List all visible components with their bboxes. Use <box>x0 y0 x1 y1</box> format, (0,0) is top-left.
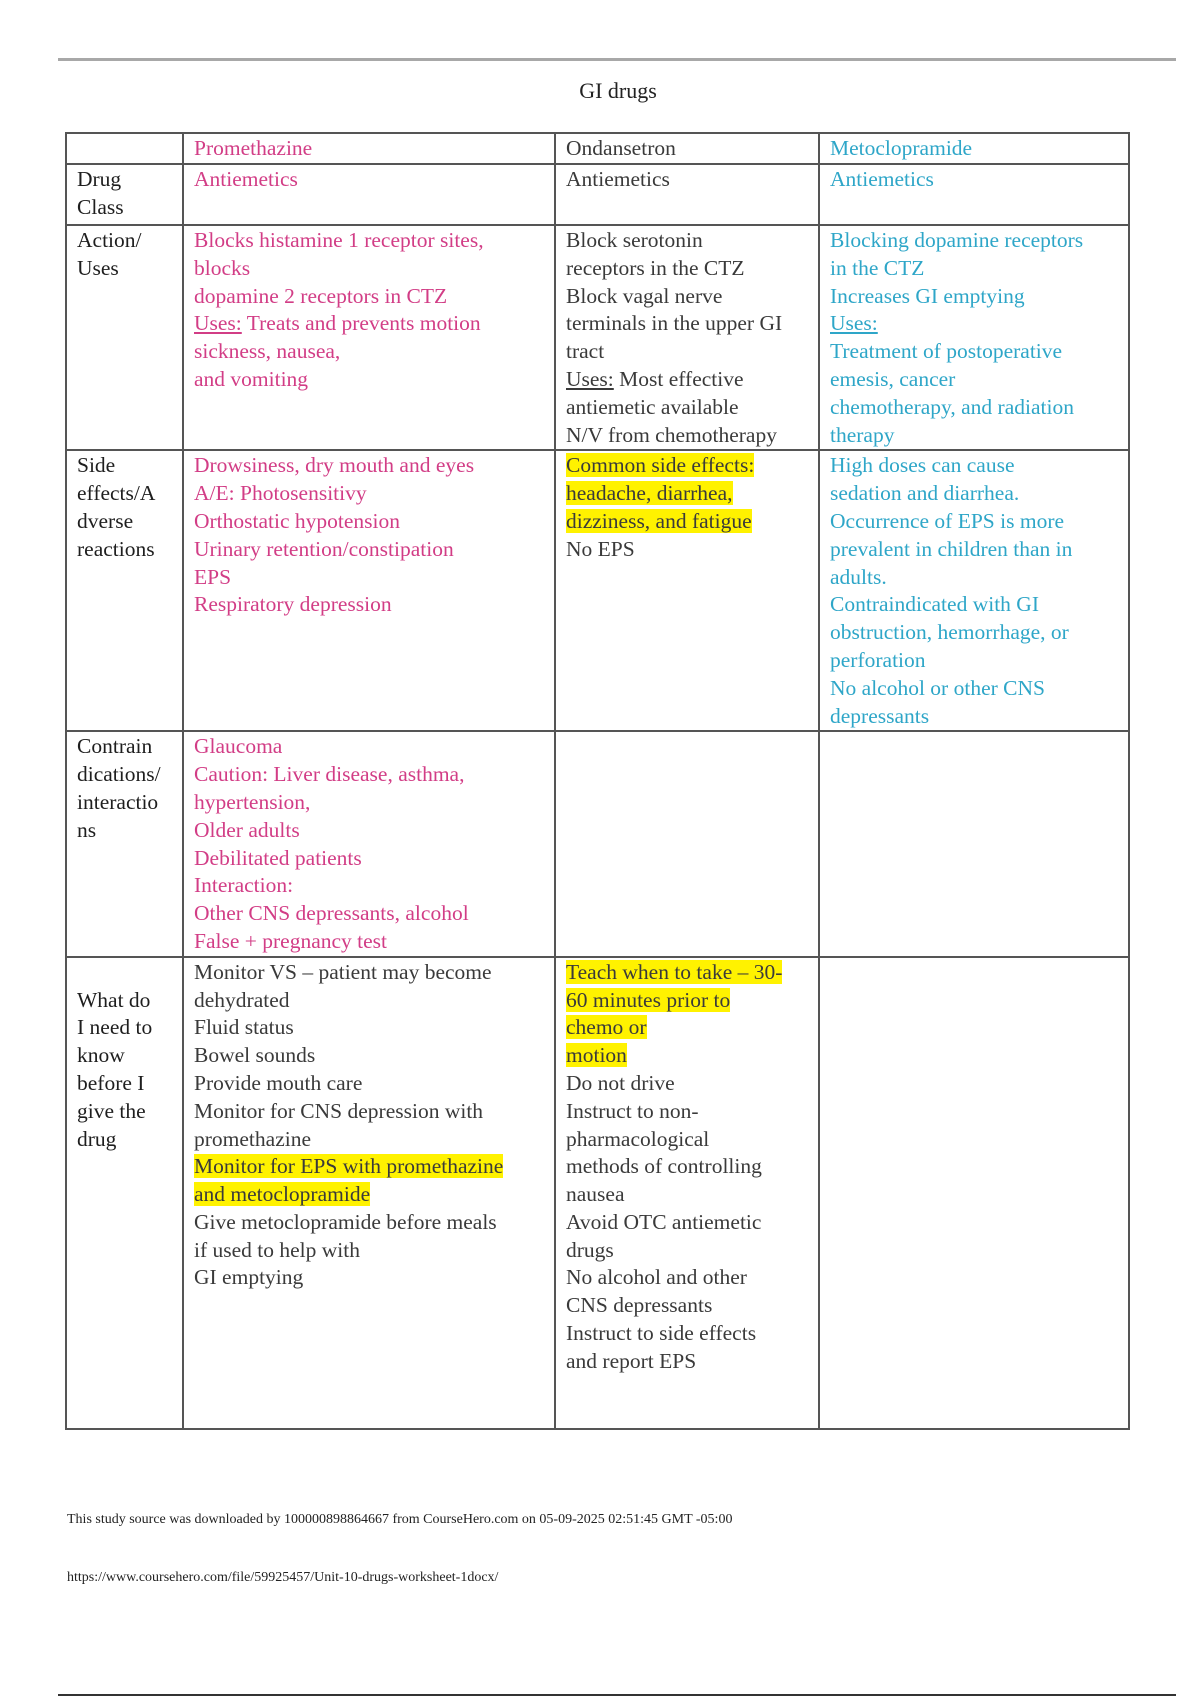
highlight: headache, diarrhea, <box>566 481 733 506</box>
highlight: Teach when to take – 30- <box>566 959 783 984</box>
table-row-side-effects <box>66 450 1129 731</box>
cell-ondansetron-nursing: Teach when to take – 30- 60 minutes prior to chemo or motion Do not drive Instruct to non- pharmacological methods of controlling nausea Avoid OTC antiemetic drugs No alcohol and other CNS depressants Instruct to side effects and report EPS <box>555 957 819 1429</box>
highlight: and metoclopramide <box>194 1182 371 1207</box>
cell-promethazine-nursing: Monitor VS – patient may become dehydrated Fluid status Bowel sounds Provide mouth care Monitor for CNS depression with promethazine Monitor for EPS with promethazine and metoclopramide Give metoclopramide before meals if used to help with GI emptying <box>183 957 555 1429</box>
cell-ondansetron-class: Antiemetics <box>555 164 819 225</box>
cell-ondansetron-side-effects: Common side effects: headache, diarrhea, dizziness, and fatigue No EPS <box>555 450 819 731</box>
document-title: GI drugs <box>579 78 657 103</box>
highlight: 60 minutes prior to <box>566 987 731 1012</box>
table-row-drug-class <box>66 164 1129 225</box>
cell-promethazine-contraindications: Glaucoma Caution: Liver disease, asthma, hypertension, Older adults Debilitated patients Interaction: Other CNS depressants, alcohol False + pregnancy test <box>183 731 555 956</box>
cell-metoclopramide-nursing <box>819 957 1129 1429</box>
cell-metoclopramide-side-effects: High doses can cause sedation and diarrhea. Occurrence of EPS is more prevalent in children than in adults. Contraindicated with GI obstruction, hemorrhage, or perforation No alcohol or other CNS depressants <box>819 450 1129 731</box>
highlight: dizziness, and fatigue <box>566 508 752 533</box>
table-header-row <box>66 133 1129 164</box>
header-ondansetron: Ondansetron <box>555 133 819 164</box>
table-row-action-uses <box>66 225 1129 450</box>
highlight: Common side effects: <box>566 453 755 478</box>
bottom-rule <box>58 1694 1176 1696</box>
gi-drugs-table <box>65 132 1130 1430</box>
top-rule <box>58 58 1176 61</box>
row-label-contraindications: Contrain dications/ interactio ns <box>66 731 183 956</box>
header-empty-cell <box>66 133 183 164</box>
cell-promethazine-side-effects: Drowsiness, dry mouth and eyes A/E: Photosensitivy Orthostatic hypotension Urinary retention/constipation EPS Respiratory depression <box>183 450 555 731</box>
highlight: Monitor for EPS with promethazine <box>194 1154 504 1179</box>
table-row-nursing-considerations <box>66 957 1129 1429</box>
cell-ondansetron-contraindications <box>555 731 819 956</box>
cell-metoclopramide-class: Antiemetics <box>819 164 1129 225</box>
header-promethazine: Promethazine <box>183 133 555 164</box>
cell-metoclopramide-action: Blocking dopamine receptors in the CTZ Increases GI emptying Uses: Treatment of postoperative emesis, cancer chemotherapy, and radiation therapy <box>819 225 1129 450</box>
cell-metoclopramide-contraindications <box>819 731 1129 956</box>
footer-url[interactable]: https://www.coursehero.com/file/59925457/Unit-10-drugs-worksheet-1docx/ <box>67 1570 499 1585</box>
cell-promethazine-class: Antiemetics <box>183 164 555 225</box>
header-metoclopramide: Metoclopramide <box>819 133 1129 164</box>
row-label-drug-class: Drug Class <box>66 164 183 225</box>
table-row-contraindications <box>66 731 1129 956</box>
cell-ondansetron-action: Block serotonin receptors in the CTZ Block vagal nerve terminals in the upper GI tract Uses: Most effective antiemetic available N/V from chemotherapy <box>555 225 819 450</box>
highlight: chemo or <box>566 1015 647 1040</box>
row-label-nursing-considerations: What do I need to know before I give the drug <box>66 957 183 1429</box>
cell-promethazine-action: Blocks histamine 1 receptor sites, blocks dopamine 2 receptors in CTZ Uses: Treats and prevents motion sickness, nausea, and vomiting <box>183 225 555 450</box>
footer-source-note: This study source was downloaded by 100000898864667 from CourseHero.com on 05-09-2025 02:51:45 GMT -05:00 <box>67 1512 733 1527</box>
row-label-action-uses: Action/ Uses <box>66 225 183 450</box>
highlight: motion <box>566 1043 627 1068</box>
row-label-side-effects: Side effects/A dverse reactions <box>66 450 183 731</box>
